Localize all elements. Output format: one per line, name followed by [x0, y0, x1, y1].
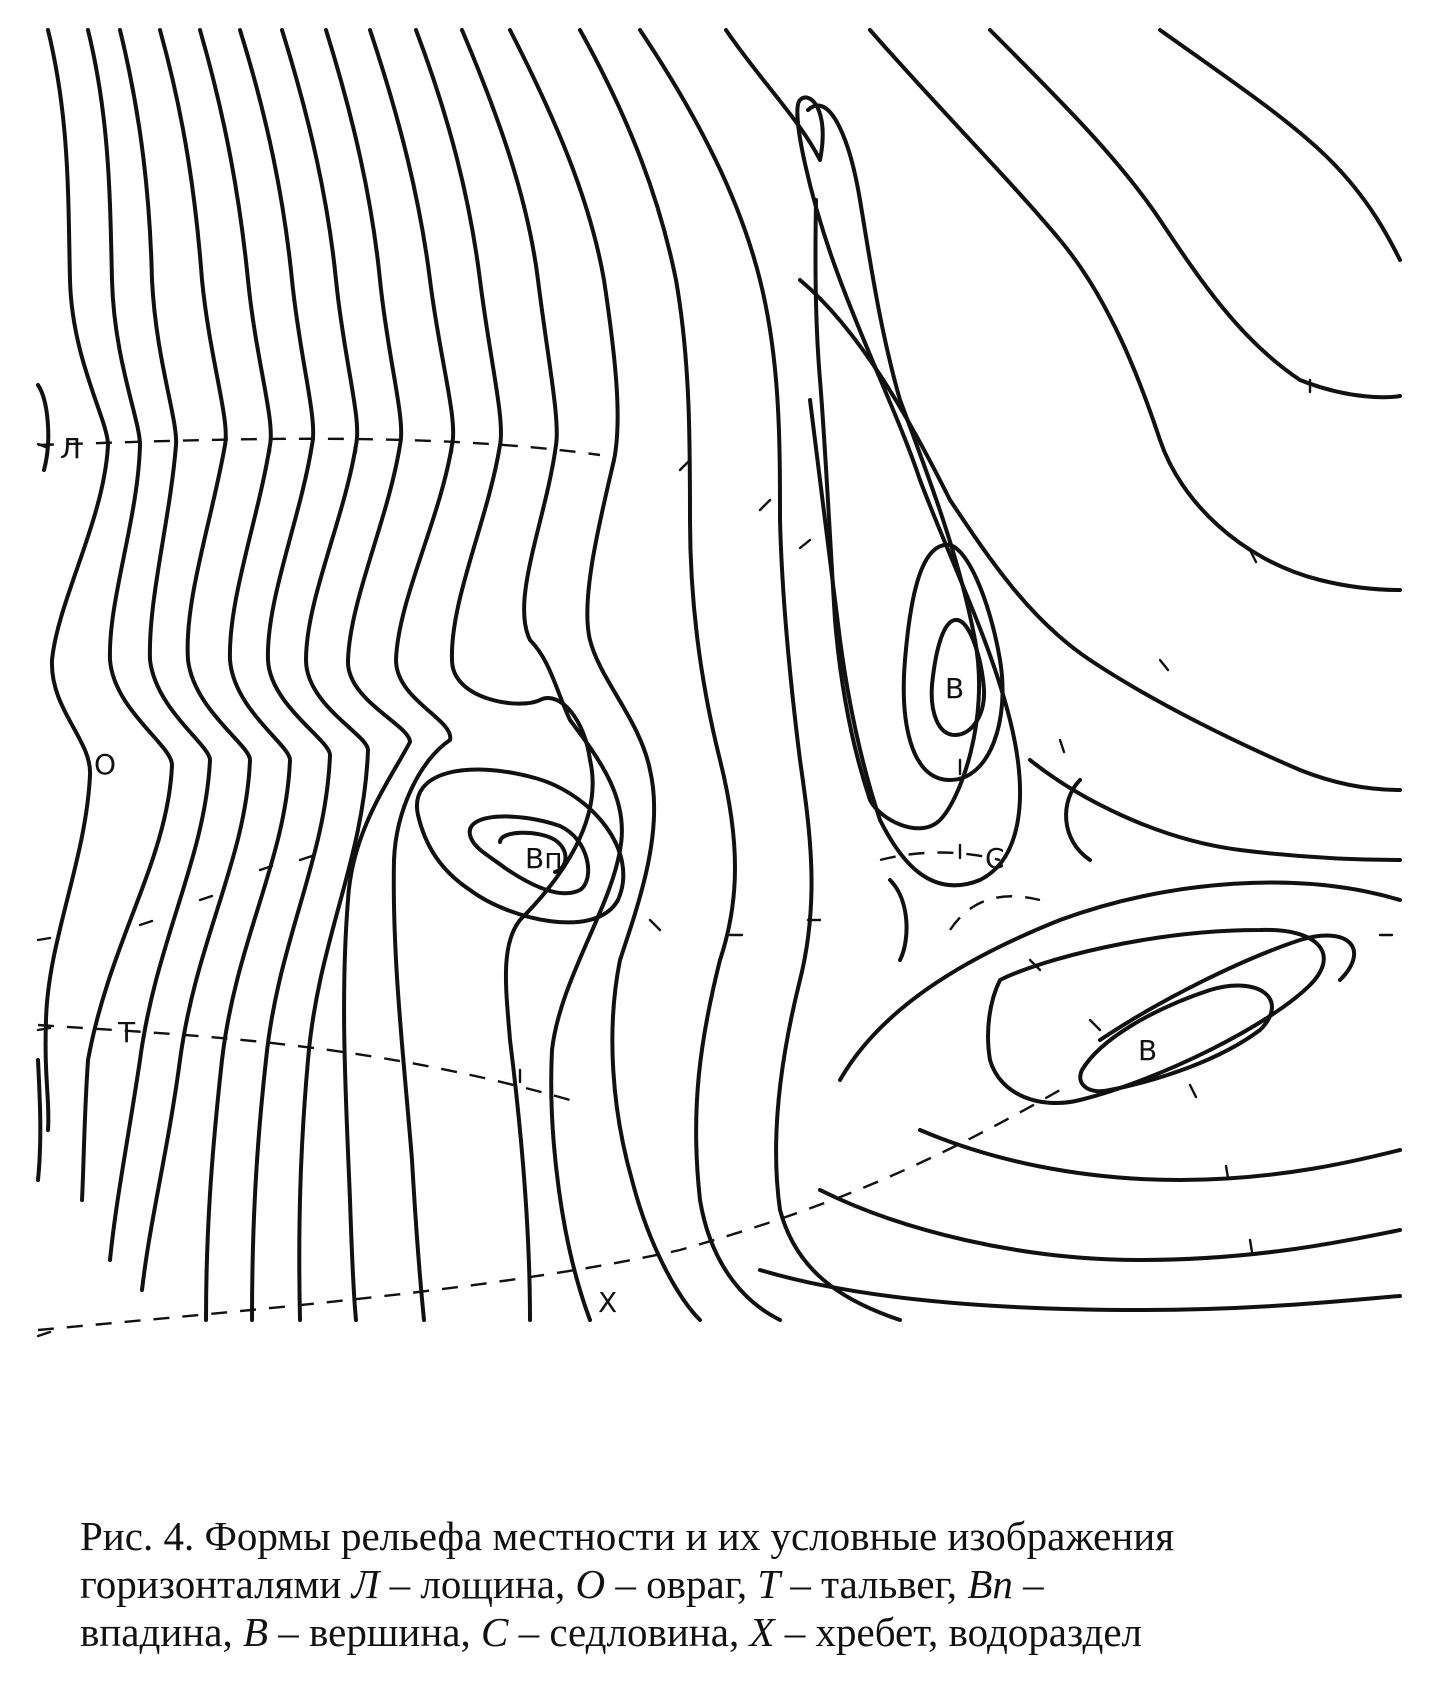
caption-symbol: Л [351, 1561, 380, 1607]
label-vershina-lower: В [1138, 1034, 1158, 1067]
contour-line [904, 545, 1003, 780]
contour-line [890, 880, 907, 960]
contour-line [416, 30, 593, 1320]
caption-text: впадина, [80, 1609, 243, 1655]
caption-text: – овраг, [605, 1561, 758, 1607]
label-talveg: Т [118, 1016, 136, 1049]
contour-line [370, 30, 453, 1320]
caption-line-2 [80, 1560, 1400, 1608]
caption-text: – лощина, [379, 1561, 576, 1607]
contour-line [1030, 760, 1400, 860]
caption-symbol: Х [749, 1609, 775, 1655]
caption-text: – седловина, [508, 1609, 750, 1655]
figure-caption [80, 1512, 1400, 1656]
caption-symbol: О [575, 1561, 606, 1607]
contour-line [640, 30, 900, 1320]
contour-line [808, 106, 979, 829]
contour-line [726, 30, 1020, 885]
caption-symbol: В [242, 1609, 268, 1655]
tick-marks [38, 380, 1392, 1336]
contour-line [462, 30, 622, 1320]
caption-symbol: Т [757, 1561, 781, 1607]
contour-line [990, 30, 1400, 397]
contour-line [1080, 986, 1272, 1092]
contour-line [510, 30, 700, 1320]
caption-text: – тальвег, [780, 1561, 968, 1607]
caption-symbol: Вп [967, 1561, 1013, 1607]
contour-line [580, 30, 780, 1320]
caption-line-1 [80, 1512, 1400, 1560]
caption-line-3 [80, 1608, 1400, 1656]
contour-line [1160, 30, 1400, 260]
contour-line [38, 385, 48, 470]
ridge-line [38, 1090, 1060, 1330]
contour-line [820, 1190, 1400, 1260]
label-sedlovina: С [985, 842, 1005, 875]
contour-line [200, 30, 290, 1320]
contour-line [282, 30, 368, 1320]
contour-line [760, 1270, 1400, 1310]
caption-text: – [1012, 1561, 1044, 1607]
label-vershina-upper: В [945, 672, 965, 705]
label-ovrag: О [94, 748, 117, 781]
lozhina-line [38, 439, 600, 455]
caption-symbol: С [480, 1609, 509, 1655]
saddle-mark [950, 896, 1040, 930]
contour-line [870, 30, 1400, 590]
contour-line [46, 30, 108, 1130]
caption-text: горизонталями [80, 1561, 352, 1607]
contour-line [920, 1130, 1400, 1180]
contour-line [38, 1060, 40, 1180]
label-lozhina: Л [60, 432, 82, 465]
contour-line [240, 30, 330, 1320]
caption-text: – вершина, [268, 1609, 481, 1655]
label-khrebet: Х [598, 1286, 618, 1319]
label-vpadina: Вп [525, 842, 563, 875]
caption-text: Рис. 4. Формы рельефа местности и их условные изображения [80, 1513, 1175, 1559]
contour-line [142, 30, 250, 1290]
caption-text: – хребет, водораздел [774, 1609, 1142, 1655]
